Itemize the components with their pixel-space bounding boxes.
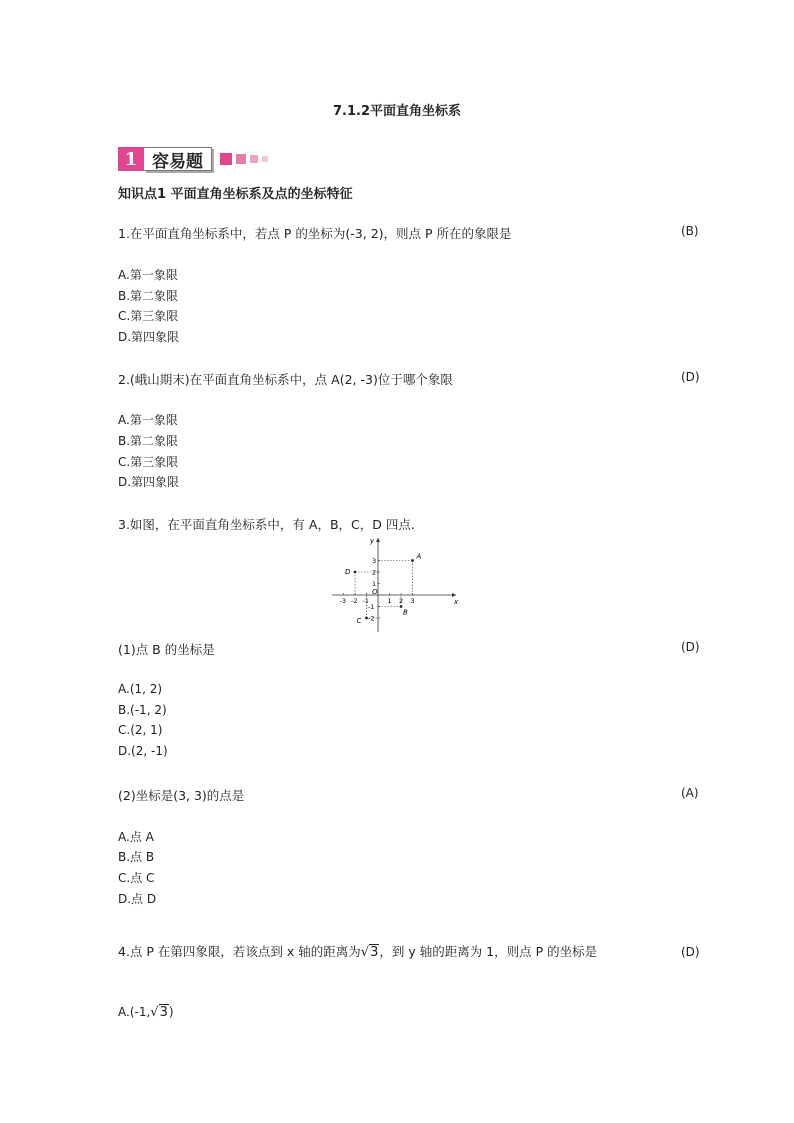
x-tick-label: -1 [362,597,369,605]
question-2-stem: 2.(峨山期末)在平面直角坐标系中，点 A(2, -3)位于哪个象限 [118,372,453,387]
x-tick-label: 1 [387,597,392,605]
sqrt-radicand: 3 [370,945,379,960]
x-tick-label: 3 [410,597,415,605]
point-label: A [416,552,422,561]
y-axis-label: y [370,537,375,545]
q1-option-a: A.第一象限 [118,268,178,282]
q3-1-option-d: D.(2, -1) [118,744,168,758]
decor-square-icon [250,155,258,163]
q2-option-a: A.第一象限 [118,413,178,427]
point-label: B [403,608,408,617]
q3-2-option-d: D.点 D [118,892,157,906]
sqrt-expression: √3 [150,1005,168,1020]
sqrt-expression: √3 [360,945,379,960]
question-3-2-stem: (2)坐标是(3, 3)的点是 [118,788,245,803]
question-3-1-stem: (1)点 B 的坐标是 [118,642,215,657]
x-tick-label: -3 [339,597,346,605]
q2-option-d: D.第四象限 [118,475,180,489]
question-4-stem-start: 4.点 P 在第四象限，若该点到 x 轴的距离为 [118,944,361,959]
point-d [354,571,357,574]
q2-option-b: B.第二象限 [118,434,179,448]
origin-label: O [372,588,378,596]
question-4-answer: (D) [681,945,700,959]
q1-option-b: B.第二象限 [118,289,179,303]
question-1-answer: (B) [681,224,699,238]
q3-2-option-a: A.点 A [118,830,154,844]
question-1-stem: 1.在平面直角坐标系中，若点 P 的坐标为(-3, 2)，则点 P 所在的象限是 [118,226,512,241]
knowledge-point-heading: 知识点1 平面直角坐标系及点的坐标特征 [118,187,353,202]
q1-option-d: D.第四象限 [118,330,180,344]
y-tick-label: 2 [372,568,377,577]
point-a [411,559,414,562]
page-title: 7.1.2平面直角坐标系 [332,104,461,119]
y-tick-label: -1 [368,603,375,611]
point-label: D [345,568,351,576]
question-2-answer: (D) [681,370,700,384]
x-axis-arrow-icon [452,593,456,597]
q3-1-option-c: C.(2, 1) [118,723,163,737]
x-tick-label: 2 [399,597,404,605]
q3-2-option-b: B.点 B [118,850,155,864]
decor-square-icon [236,154,246,164]
section-banner [118,146,268,172]
y-axis-arrow-icon [376,538,380,542]
question-3-2-answer: (A) [681,786,699,800]
question-3-1-answer: (D) [681,640,700,654]
sqrt-radicand: 3 [159,1005,168,1020]
section-label: 容易题 [144,147,212,171]
y-tick-label: 1 [372,580,377,588]
point-label: C [356,617,362,625]
y-tick-label: 3 [372,557,377,565]
question-4-stem [118,942,597,960]
question-3-stem: 3.如图，在平面直角坐标系中，有 A，B，C，D 四点. [118,517,415,532]
q4-option-a [118,1005,174,1020]
section-number: 1 [118,147,144,171]
point-c [365,617,368,620]
decor-square-icon [262,156,268,162]
decor-square-icon [220,153,232,165]
q3-1-option-a: A.(1, 2) [118,682,163,696]
x-tick-label: -2 [351,597,358,605]
point-b [400,605,403,608]
q4-option-a-start: A.(-1, [118,1005,151,1019]
q2-option-c: C.第三象限 [118,455,179,469]
q4-option-a-end: ) [168,1005,174,1019]
q1-option-c: C.第三象限 [118,309,179,323]
q3-1-option-b: B.(-1, 2) [118,703,167,717]
question-4-stem-end: ，到 y 轴的距离为 1，则点 P 的坐标是 [379,944,598,959]
coordinate-figure [328,534,464,634]
x-axis-label: x [454,598,459,606]
y-tick-label: -2 [368,614,375,623]
q3-2-option-c: C.点 C [118,871,155,885]
